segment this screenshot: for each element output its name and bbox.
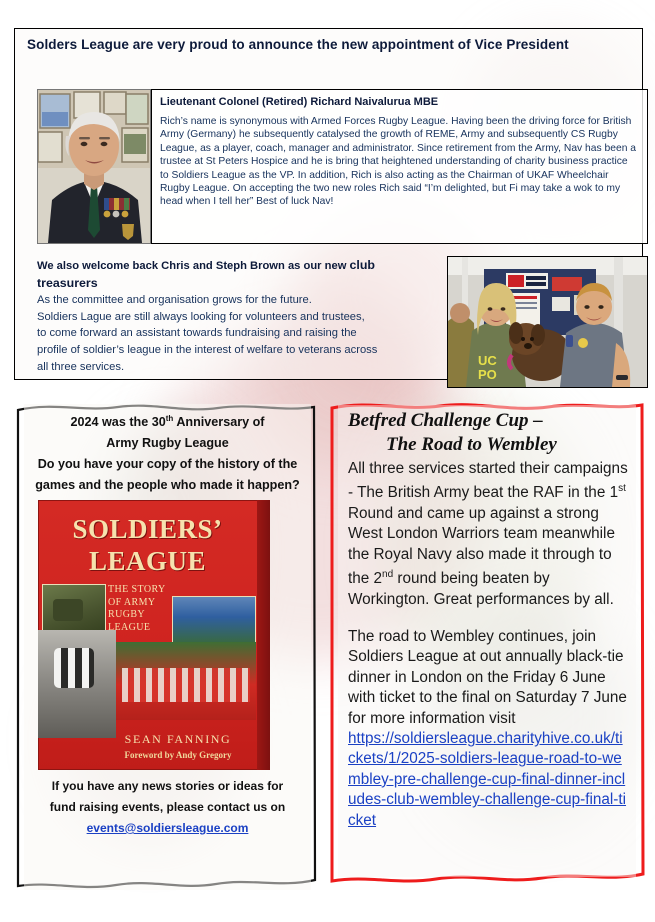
book-cover-author: SEAN FANNING bbox=[124, 732, 232, 746]
contact-email-link[interactable]: events@soldiersleague.com bbox=[86, 821, 249, 835]
tickets-url-link[interactable]: https://soldiersleague.charityhive.co.uk/tickets/1/2025-soldiers-league-road-to-wembley-pre-challenge-cup-final-dinner-includes-club-wembley-challenge-cup-final-ticket bbox=[348, 730, 627, 829]
treasurers-line-5: profile of soldier’s league in the interest of welfare to veterans across bbox=[37, 343, 378, 356]
vice-president-announcement-box bbox=[14, 28, 643, 380]
book-panel-footer bbox=[24, 776, 311, 839]
book-cover-team-photo-main bbox=[116, 642, 256, 720]
vp-name-line: Lieutenant Colonel (Retired) Richard Naivalurua MBE bbox=[160, 96, 439, 108]
cup-paragraph-2: The road to Wembley continues, join Soldiers League at out annually black-tie dinner in London on the Friday 6 June with ticket to the final on Saturday 7 June for more information visit bbox=[348, 628, 627, 727]
treasurers-line-1-prefix: We also welcome back Chris and Steph Brown as our new bbox=[37, 260, 350, 272]
challenge-cup-panel bbox=[328, 396, 646, 889]
vp-biography-text: Rich’s name is synonymous with Armed Forces Rugby League. Having been the driving force for British Army (Germany) he subsequently catalysed the growth of REME, Army and subsequently CS Rugby League, as a player, coach, manager and administrator. Since retirement from the Army, Nav has been a trustee at St Peters Hospice and he is bring that heightened understanding of charity business practice to Soldiers League as the VP. In addition, Rich is also acting as the Chairman of UKAF Wheelchair Rugby League. On accepting the two new roles Rich said “I’m delighted, but Fi may take a wok to my head when I tell her” Best of luck Nav! bbox=[160, 116, 637, 208]
book-cover-title-line-1: SOLDIERS’ bbox=[72, 514, 223, 544]
book-cover-player-photo bbox=[38, 630, 116, 738]
vp-biography-box bbox=[151, 89, 648, 244]
svg-text:PO: PO bbox=[478, 367, 497, 382]
book-heading-line-1: 2024 was the 30th Anniversary of bbox=[70, 414, 265, 430]
vp-portrait-photo bbox=[37, 89, 151, 244]
cup-title-line-2: The Road to Wembley bbox=[386, 434, 557, 455]
soldiers-league-book-cover bbox=[38, 500, 270, 770]
treasurers-line-3: Soldiers Lague are still always looking for volunteers and trustees, bbox=[37, 310, 365, 323]
svg-text:UC: UC bbox=[478, 353, 497, 368]
book-cover-team-photo-top bbox=[172, 596, 256, 648]
book-promotion-panel bbox=[14, 396, 319, 896]
treasurers-line-4: to come forward an assistant towards fundraising and raising the bbox=[37, 327, 357, 340]
book-heading-line-4: games and the people who made it happen? bbox=[35, 478, 300, 493]
cup-title-line-1: Betfred Challenge Cup – bbox=[348, 410, 543, 431]
footer-line-2: fund raising events, please contact us on bbox=[49, 800, 286, 814]
footer-line-1: If you have any news stories or ideas for bbox=[51, 779, 284, 793]
cup-paragraph-1: All three services started their campaigns - The British Army beat the RAF in the 1st Round and came up against a strong West London Warriors team meanwhile the Royal Navy also made it through to the 2nd round being beaten by Workington. Great performances by all. bbox=[348, 460, 628, 608]
treasurers-line-1 bbox=[37, 257, 437, 292]
book-heading-line-2: Army Rugby League bbox=[106, 436, 229, 451]
announcement-headline: Solders League are very proud to announce the new appointment of Vice President bbox=[27, 37, 569, 52]
treasurers-line-1-emphasis: club treasurers bbox=[37, 258, 375, 290]
treasurers-text-block bbox=[37, 257, 437, 375]
book-cover-title-line-2: LEAGUE bbox=[88, 546, 207, 576]
treasurers-line-2: As the committee and organisation grows for the future. bbox=[37, 294, 312, 307]
book-cover-subtitle: THE STORY OF ARMY RUGBY LEAGUE bbox=[108, 584, 166, 633]
book-cover-soldier-photo bbox=[42, 584, 106, 634]
book-cover-foreword: Foreword by Andy Gregory bbox=[124, 750, 232, 760]
treasurers-photo bbox=[447, 256, 648, 388]
book-heading-line-3: Do you have your copy of the history of the bbox=[37, 457, 298, 472]
treasurers-line-6: all three services. bbox=[37, 360, 125, 373]
cup-panel-title bbox=[348, 409, 630, 457]
book-panel-heading bbox=[24, 408, 311, 496]
